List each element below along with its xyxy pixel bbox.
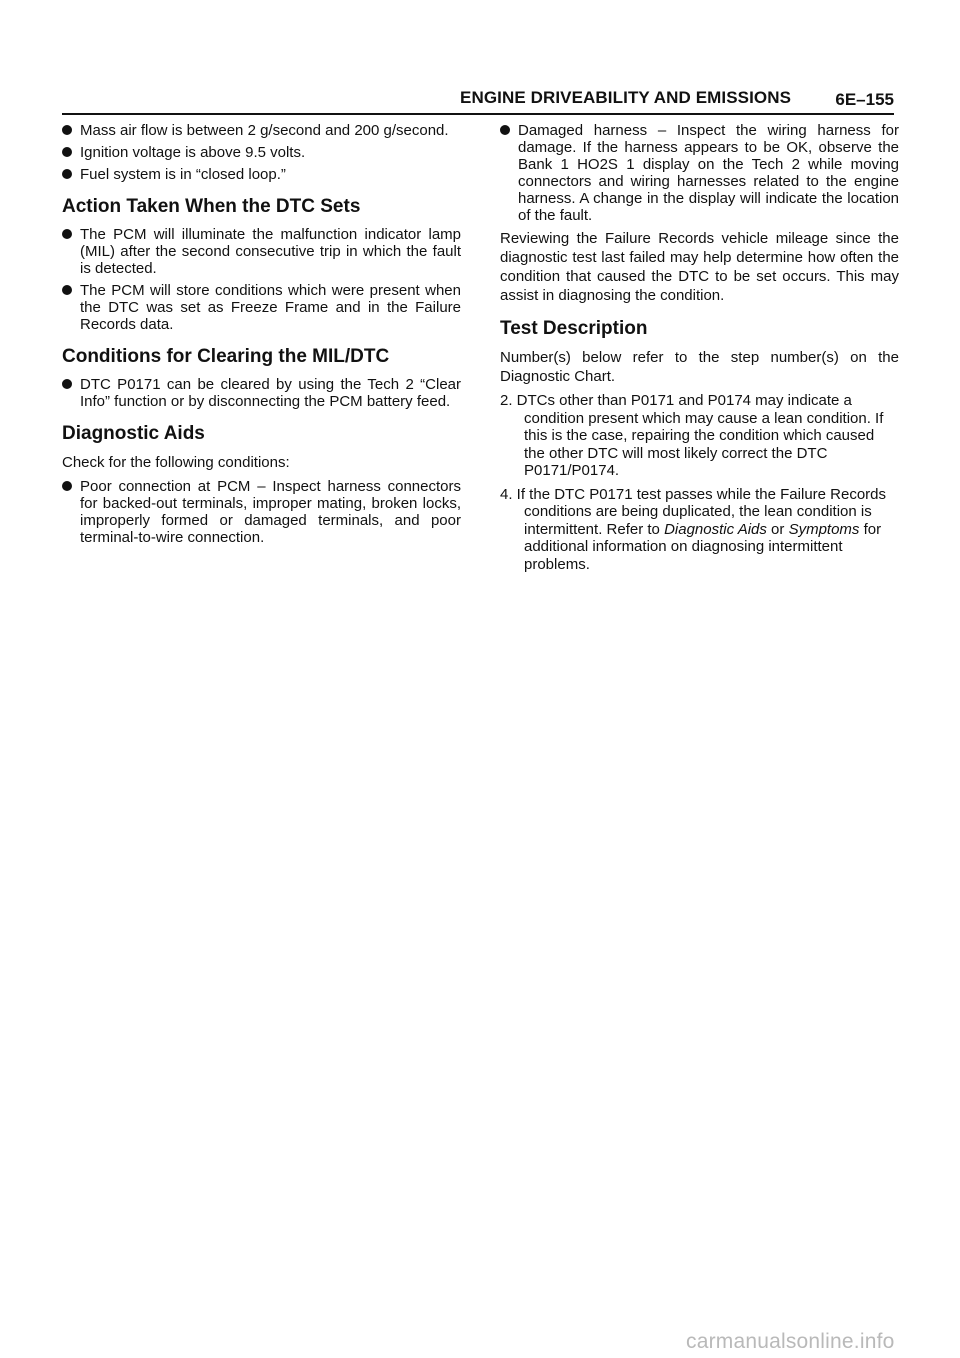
list-item: The PCM will illuminate the malfunction indicator lamp (MIL) after the second consecutive trip in which the fault is detected. xyxy=(62,226,461,277)
page-header xyxy=(62,86,894,114)
section-title: ENGINE DRIVEABILITY AND EMISSIONS xyxy=(460,88,792,107)
link-diagnostic-aids: Diagnostic Aids xyxy=(664,520,767,538)
list-item: Damaged harness – Inspect the wiring harness for damage. If the harness appears to be OK, observe the Bank 1 HO2S 1 display on the Tech 2 while moving connectors and wiring harnesses related to the engine harness. A change in the display will indicate the location of the fault. xyxy=(500,122,899,224)
list-item: Mass air flow is between 2 g/second and 200 g/second. xyxy=(62,122,461,139)
left-column xyxy=(62,122,461,551)
list-item: Fuel system is in “closed loop.” xyxy=(62,166,461,183)
heading-clearing-conditions: Conditions for Clearing the MIL/DTC xyxy=(62,346,390,367)
step-4 xyxy=(500,486,899,574)
heading-test-description: Test Description xyxy=(500,318,648,339)
review-paragraph: Reviewing the Failure Records vehicle mileage since the diagnostic test last failed may help determine how often the condition that caused the DTC to be set occurs. This may assist in diagnosing the condition. xyxy=(500,230,899,304)
list-item: DTC P0171 can be cleared by using the Tech 2 “Clear Info” function or by disconnecting the PCM battery feed. xyxy=(62,376,461,410)
list-item: Ignition voltage is above 9.5 volts. xyxy=(62,144,461,161)
list-item: Poor connection at PCM – Inspect harness connectors for backed-out terminals, improper mating, broken locks, improperly formed or damaged terminals, and poor terminal-to-wire connection. xyxy=(62,478,461,546)
heading-diagnostic-aids: Diagnostic Aids xyxy=(62,423,205,444)
watermark: carmanualsonline.info xyxy=(686,1330,895,1353)
step-4-text-b: or xyxy=(766,520,789,538)
aids-intro: Check for the following conditions: xyxy=(62,454,290,471)
page-number: 6E–155 xyxy=(835,90,894,109)
step-2: 2. DTCs other than P0171 and P0174 may indicate a condition present which may cause a lean condition. If this is the case, repairing the condition which caused the other DTC will most likely correct the DTC P0171/P0174. xyxy=(500,392,884,479)
step-4-text-c: for additional information on diagnosing intermittent problems. xyxy=(524,520,882,573)
step-4-text-a: 4. If the DTC P0171 test passes while the Failure Records conditions are being duplicated, the lean condition is intermittent. Refer to xyxy=(500,485,887,538)
heading-action-taken: Action Taken When the DTC Sets xyxy=(62,196,361,217)
link-symptoms: Symptoms xyxy=(788,520,860,538)
list-item: The PCM will store conditions which were present when the DTC was set as Freeze Frame and in the Failure Records data. xyxy=(62,282,461,333)
right-column xyxy=(500,122,899,579)
header-divider xyxy=(62,113,894,115)
test-intro: Number(s) below refer to the step number(s) on the Diagnostic Chart. xyxy=(500,349,899,385)
